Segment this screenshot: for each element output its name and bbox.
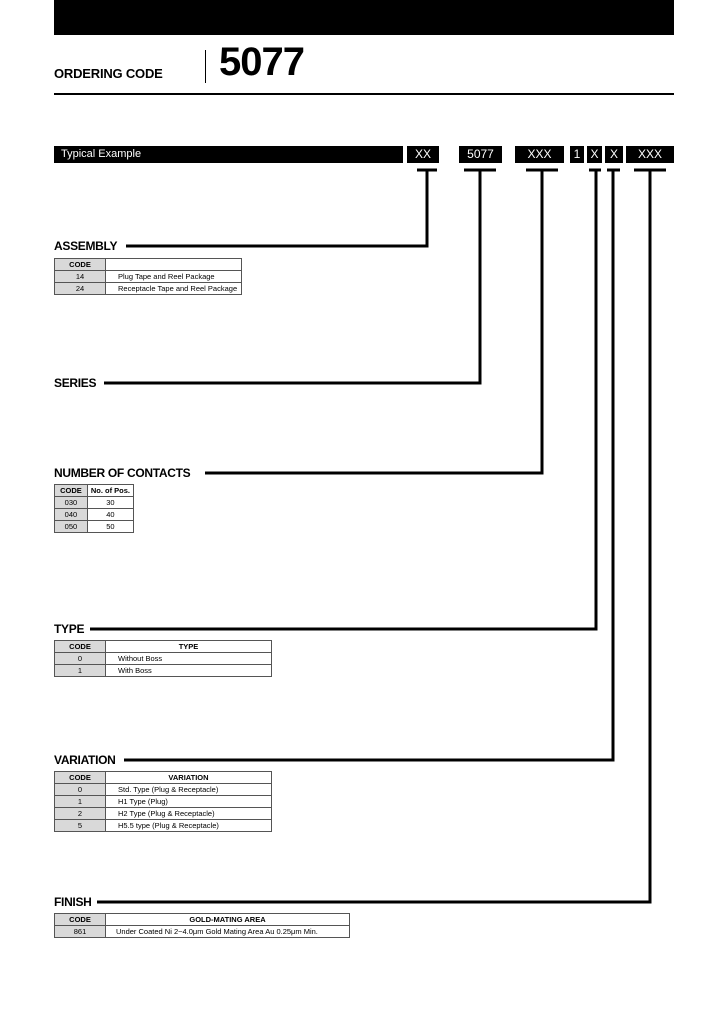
type-table <box>54 640 272 677</box>
positions-cell: 30 <box>87 497 133 509</box>
table-row <box>55 653 272 665</box>
positions-cell: 50 <box>87 521 133 533</box>
table-row <box>55 497 134 509</box>
description-cell: H2 Type (Plug & Receptacle) <box>106 808 272 820</box>
table-row <box>55 820 272 832</box>
table-header-row <box>55 914 350 926</box>
description-cell: Std. Type (Plug & Receptacle) <box>106 784 272 796</box>
header-cell: VARIATION <box>106 772 272 784</box>
table-header-row <box>55 485 134 497</box>
table-row <box>55 926 350 938</box>
assembly-table <box>54 258 242 295</box>
description-cell: Without Boss <box>106 653 272 665</box>
leader-contacts <box>205 170 542 473</box>
header-cell: CODE <box>55 914 106 926</box>
code-cell: 040 <box>55 509 88 521</box>
header-cell: GOLD-MATING AREA <box>106 914 350 926</box>
table-row <box>55 509 134 521</box>
header-cell: CODE <box>55 772 106 784</box>
header-cell: CODE <box>55 641 106 653</box>
type-title: TYPE <box>54 622 85 636</box>
variation-table <box>54 771 272 832</box>
contacts-table <box>54 484 134 533</box>
table-row <box>55 283 242 295</box>
code-cell: 0 <box>55 653 106 665</box>
table-header-row <box>55 641 272 653</box>
table-row <box>55 808 272 820</box>
leader-assembly <box>126 170 427 246</box>
description-cell: With Boss <box>106 665 272 677</box>
leader-type <box>90 170 596 629</box>
part-number: 5077 <box>219 40 304 84</box>
code-box-variation: X <box>605 146 623 163</box>
code-cell: 24 <box>55 283 106 295</box>
table-row <box>55 271 242 283</box>
header-cell: No. of Pos. <box>87 485 133 497</box>
table-row <box>55 665 272 677</box>
code-cell: 1 <box>55 796 106 808</box>
variation-title: VARIATION <box>54 753 116 767</box>
table-header-row <box>55 259 242 271</box>
code-box-contacts: XXX <box>515 146 564 163</box>
finish-table <box>54 913 350 938</box>
description-cell: H5.5 type (Plug & Receptacle) <box>106 820 272 832</box>
header-cell: TYPE <box>106 641 272 653</box>
code-cell: 5 <box>55 820 106 832</box>
code-box-finish: XXX <box>626 146 674 163</box>
code-cell: 030 <box>55 497 88 509</box>
code-cell: 1 <box>55 665 106 677</box>
code-cell: 0 <box>55 784 106 796</box>
ordering-code-label: ORDERING CODE <box>54 66 163 81</box>
description-cell: Under Coated Ni 2~4.0μm Gold Mating Area Au 0.25μm Min. <box>106 926 350 938</box>
table-row <box>55 796 272 808</box>
code-box-assembly: XX <box>407 146 439 163</box>
header-cell <box>106 259 242 271</box>
description-cell: Receptacle Tape and Reel Package <box>106 283 242 295</box>
table-row <box>55 784 272 796</box>
table-row <box>55 521 134 533</box>
code-box-series: 5077 <box>459 146 502 163</box>
typical-example-bar: Typical Example <box>54 146 403 163</box>
description-cell: H1 Type (Plug) <box>106 796 272 808</box>
code-cell: 861 <box>55 926 106 938</box>
finish-title: FINISH <box>54 895 92 909</box>
code-cell: 2 <box>55 808 106 820</box>
contacts-title: NUMBER OF CONTACTS <box>54 466 191 480</box>
positions-cell: 40 <box>87 509 133 521</box>
code-cell: 050 <box>55 521 88 533</box>
code-cell: 14 <box>55 271 106 283</box>
assembly-title: ASSEMBLY <box>54 239 118 253</box>
series-title: SERIES <box>54 376 97 390</box>
description-cell: Plug Tape and Reel Package <box>106 271 242 283</box>
header-cell: CODE <box>55 485 88 497</box>
table-header-row <box>55 772 272 784</box>
code-box-fixed: 1 <box>570 146 584 163</box>
header-cell: CODE <box>55 259 106 271</box>
code-box-type: X <box>587 146 602 163</box>
